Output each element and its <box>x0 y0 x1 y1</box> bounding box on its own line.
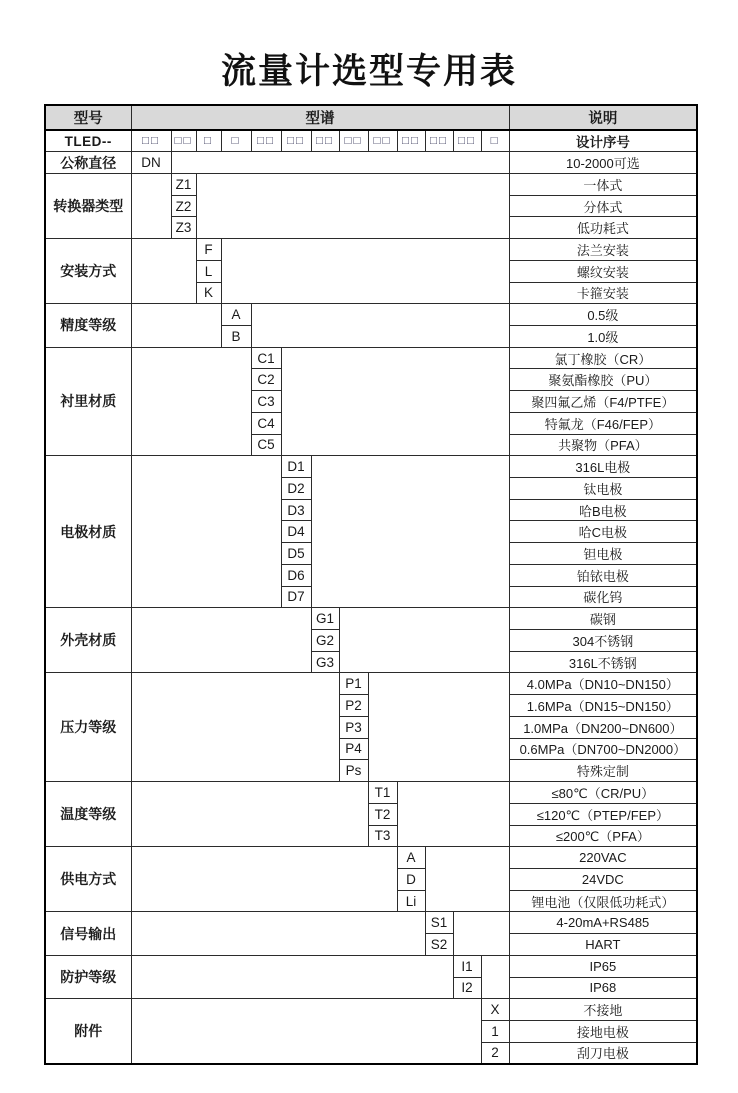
code-cell: G1 <box>311 608 339 630</box>
code-cell: 1 <box>481 1020 509 1042</box>
code-cell: B <box>221 325 251 347</box>
section-row <box>45 847 697 869</box>
code-cell: D4 <box>281 521 311 543</box>
category-cell: 温度等级 <box>45 782 131 847</box>
description-cell: 316L不锈钢 <box>509 651 697 673</box>
code-cell: S2 <box>425 934 453 956</box>
placeholder-squares: □□ <box>425 130 453 152</box>
description-cell: 特氟龙（F46/FEP） <box>509 412 697 434</box>
description-cell: ≤80℃（CR/PU） <box>509 782 697 804</box>
code-cell: P1 <box>339 673 368 695</box>
code-cell: A <box>221 304 251 326</box>
placeholder-squares: □ <box>196 130 221 152</box>
blank-cell <box>131 847 397 912</box>
blank-cell <box>131 999 481 1064</box>
code-cell: S1 <box>425 912 453 934</box>
blank-cell <box>397 782 509 847</box>
placeholder-squares: □□ <box>339 130 368 152</box>
placeholder-squares: □□ <box>251 130 281 152</box>
code-cell: X <box>481 999 509 1021</box>
blank-cell <box>131 304 221 347</box>
blank-cell <box>196 173 509 238</box>
placeholder-squares: □□ <box>368 130 397 152</box>
description-cell: 1.6MPa（DN15~DN150） <box>509 695 697 717</box>
blank-cell <box>131 673 339 782</box>
section-row <box>45 173 697 195</box>
description-cell: 4-20mA+RS485 <box>509 912 697 934</box>
description-cell: 设计序号 <box>509 130 697 152</box>
blank-cell <box>425 847 509 912</box>
description-cell: 不接地 <box>509 999 697 1021</box>
blank-cell <box>251 304 509 347</box>
blank-cell <box>339 608 509 673</box>
section-row <box>45 782 697 804</box>
description-cell: ≤200℃（PFA） <box>509 825 697 847</box>
blank-cell <box>221 239 509 304</box>
blank-cell <box>131 456 281 608</box>
description-cell: 碳化钨 <box>509 586 697 608</box>
code-cell: Li <box>397 890 425 912</box>
description-cell: 碳钢 <box>509 608 697 630</box>
blank-cell <box>453 912 509 955</box>
code-cell: G2 <box>311 630 339 652</box>
blank-cell <box>131 782 368 847</box>
code-cell: T1 <box>368 782 397 804</box>
section-row <box>45 152 697 174</box>
section-row <box>45 999 697 1021</box>
blank-cell <box>131 239 196 304</box>
code-cell: K <box>196 282 221 304</box>
description-cell: 0.5级 <box>509 304 697 326</box>
placeholder-squares: □□ <box>171 130 196 152</box>
description-cell: 24VDC <box>509 868 697 890</box>
section-row <box>45 304 697 326</box>
code-cell: P2 <box>339 695 368 717</box>
description-cell: 锂电池（仅限低功耗式） <box>509 890 697 912</box>
code-cell: 2 <box>481 1042 509 1064</box>
code-row <box>45 130 697 152</box>
category-cell: 衬里材质 <box>45 347 131 456</box>
description-cell: ≤120℃（PTEP/FEP） <box>509 803 697 825</box>
category-cell: 外壳材质 <box>45 608 131 673</box>
section-row <box>45 239 697 261</box>
description-cell: 法兰安装 <box>509 239 697 261</box>
code-cell: T3 <box>368 825 397 847</box>
header-description: 说明 <box>509 105 697 130</box>
description-cell: 特殊定制 <box>509 760 697 782</box>
header-row <box>45 105 697 130</box>
blank-cell <box>131 608 311 673</box>
description-cell: 聚四氟乙烯（F4/PTFE） <box>509 391 697 413</box>
section-row <box>45 673 697 695</box>
category-cell: 电极材质 <box>45 456 131 608</box>
placeholder-squares: □□ <box>397 130 425 152</box>
description-cell: 220VAC <box>509 847 697 869</box>
model-prefix: TLED-- <box>45 130 131 152</box>
placeholder-squares: □□ <box>453 130 481 152</box>
blank-cell <box>131 347 251 456</box>
blank-cell <box>131 173 171 238</box>
description-cell: 卡箍安装 <box>509 282 697 304</box>
flowmeter-selection-table <box>44 104 698 1065</box>
description-cell: 哈B电极 <box>509 499 697 521</box>
code-cell: C2 <box>251 369 281 391</box>
category-cell: 防护等级 <box>45 955 131 998</box>
blank-cell <box>481 955 509 998</box>
blank-cell <box>368 673 509 782</box>
code-cell: G3 <box>311 651 339 673</box>
description-cell: 钽电极 <box>509 543 697 565</box>
placeholder-squares: □ <box>221 130 251 152</box>
category-cell: 供电方式 <box>45 847 131 912</box>
code-cell: L <box>196 260 221 282</box>
code-cell: D6 <box>281 564 311 586</box>
description-cell: 哈C电极 <box>509 521 697 543</box>
description-cell: 低功耗式 <box>509 217 697 239</box>
code-cell: I2 <box>453 977 481 999</box>
description-cell: IP65 <box>509 955 697 977</box>
blank-cell <box>131 912 425 955</box>
description-cell: 接地电极 <box>509 1020 697 1042</box>
description-cell: 10-2000可选 <box>509 152 697 174</box>
code-cell: C1 <box>251 347 281 369</box>
category-cell: 公称直径 <box>45 152 131 174</box>
code-cell: Z3 <box>171 217 196 239</box>
section-row <box>45 347 697 369</box>
placeholder-squares: □ <box>481 130 509 152</box>
description-cell: IP68 <box>509 977 697 999</box>
placeholder-squares: □□ <box>281 130 311 152</box>
description-cell: HART <box>509 934 697 956</box>
category-cell: 压力等级 <box>45 673 131 782</box>
code-cell: Ps <box>339 760 368 782</box>
category-cell: 精度等级 <box>45 304 131 347</box>
code-cell: C5 <box>251 434 281 456</box>
page-title: 流量计选型专用表 <box>220 52 517 91</box>
category-cell: 转换器类型 <box>45 173 131 238</box>
description-cell: 共聚物（PFA） <box>509 434 697 456</box>
description-cell: 0.6MPa（DN700~DN2000） <box>509 738 697 760</box>
description-cell: 钛电极 <box>509 478 697 500</box>
placeholder-squares: □□ <box>131 130 171 152</box>
blank-cell <box>171 152 509 174</box>
description-cell: 304不锈钢 <box>509 630 697 652</box>
description-cell: 1.0MPa（DN200~DN600） <box>509 716 697 738</box>
description-cell: 氯丁橡胶（CR） <box>509 347 697 369</box>
category-cell: 安装方式 <box>45 239 131 304</box>
code-cell: P4 <box>339 738 368 760</box>
header-spectrum: 型谱 <box>131 105 509 130</box>
code-cell: C4 <box>251 412 281 434</box>
code-cell: D <box>397 868 425 890</box>
code-cell: C3 <box>251 391 281 413</box>
description-cell: 聚氨酯橡胶（PU） <box>509 369 697 391</box>
code-cell: D5 <box>281 543 311 565</box>
section-row <box>45 955 697 977</box>
section-row <box>45 456 697 478</box>
category-cell: 信号输出 <box>45 912 131 955</box>
description-cell: 刮刀电极 <box>509 1042 697 1064</box>
code-cell: DN <box>131 152 171 174</box>
code-cell: F <box>196 239 221 261</box>
code-cell: Z1 <box>171 173 196 195</box>
code-cell: D3 <box>281 499 311 521</box>
description-cell: 螺纹安装 <box>509 260 697 282</box>
blank-cell <box>281 347 509 456</box>
description-cell: 一体式 <box>509 173 697 195</box>
code-cell: D1 <box>281 456 311 478</box>
description-cell: 铂铱电极 <box>509 564 697 586</box>
code-cell: D7 <box>281 586 311 608</box>
section-row <box>45 912 697 934</box>
category-cell: 附件 <box>45 999 131 1064</box>
section-row <box>45 608 697 630</box>
blank-cell <box>311 456 509 608</box>
code-cell: A <box>397 847 425 869</box>
code-cell: I1 <box>453 955 481 977</box>
blank-cell <box>131 955 453 998</box>
description-cell: 316L电极 <box>509 456 697 478</box>
code-cell: T2 <box>368 803 397 825</box>
code-cell: D2 <box>281 478 311 500</box>
header-model: 型号 <box>45 105 131 130</box>
description-cell: 1.0级 <box>509 325 697 347</box>
placeholder-squares: □□ <box>311 130 339 152</box>
code-cell: Z2 <box>171 195 196 217</box>
description-cell: 分体式 <box>509 195 697 217</box>
description-cell: 4.0MPa（DN10~DN150） <box>509 673 697 695</box>
code-cell: P3 <box>339 716 368 738</box>
